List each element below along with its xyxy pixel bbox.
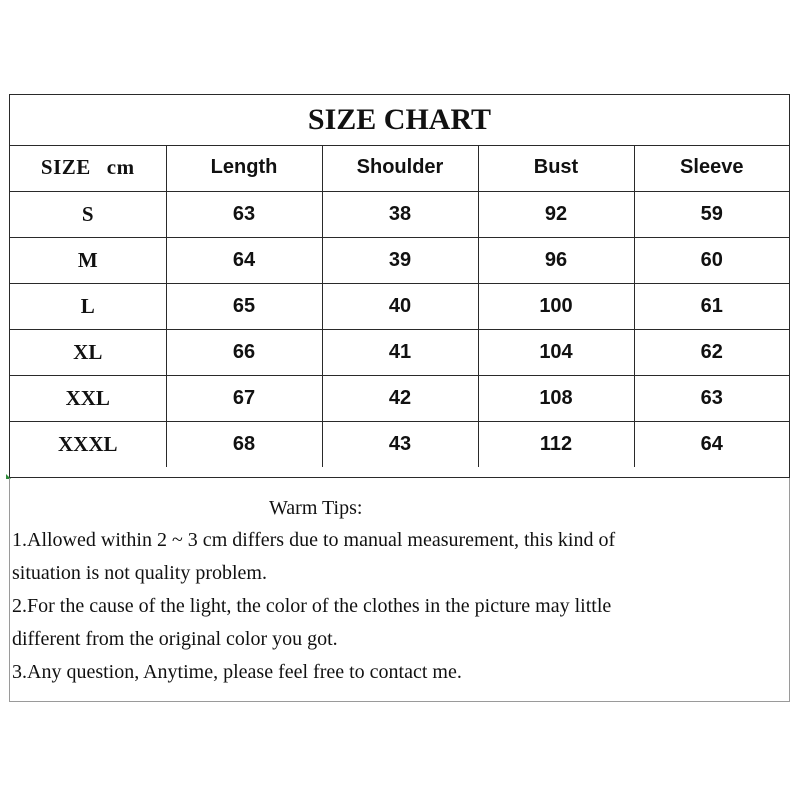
table-row (10, 237, 789, 283)
shoulder-cell: 43 (322, 421, 478, 467)
bust-cell: 108 (478, 375, 634, 421)
sleeve-cell: 64 (700, 432, 723, 455)
header-row (10, 145, 789, 191)
header-shoulder: Shoulder (322, 145, 478, 191)
header-bust: Bust (478, 145, 634, 191)
tip-line: 2.For the cause of the light, the color of the clothes in the picture may little (12, 595, 612, 617)
size-cell: L (10, 283, 166, 329)
size-table (10, 145, 789, 467)
length-cell: 68 (166, 421, 322, 467)
header-size (10, 145, 166, 191)
bust-cell: 112 (478, 421, 634, 467)
warm-tips-section (9, 478, 790, 702)
header-length: Length (166, 145, 322, 191)
sleeve-cell: 63 (634, 375, 789, 421)
bust-cell: 104 (478, 329, 634, 375)
sleeve-cell: 59 (634, 191, 789, 237)
table-row (10, 421, 789, 467)
size-cell: XXXL (10, 421, 166, 467)
tip-line: 1.Allowed within 2 ~ 3 cm differs due to manual measurement, this kind of (12, 529, 616, 551)
bust-cell: 100 (478, 283, 634, 329)
length-cell: 66 (166, 329, 322, 375)
warm-tips-heading: Warm Tips: (269, 497, 363, 519)
header-sleeve: Sleeve (634, 145, 789, 191)
size-chart-table (9, 94, 790, 478)
tip-line: different from the original color you got. (12, 628, 338, 650)
length-cell: 63 (166, 191, 322, 237)
length-cell: 67 (166, 375, 322, 421)
length-cell: 64 (166, 237, 322, 283)
bust-cell: 96 (478, 237, 634, 283)
tip-line: 3.Any question, Anytime, please feel free to contact me. (12, 661, 462, 683)
header-size-label: SIZE (40, 155, 91, 180)
chart-title: SIZE CHART (10, 95, 789, 146)
size-cell: XL (10, 329, 166, 375)
length-cell: 65 (166, 283, 322, 329)
sleeve-cell: 60 (634, 237, 789, 283)
tip-line: situation is not quality problem. (12, 562, 267, 584)
header-unit-label: cm (106, 155, 135, 180)
shoulder-cell: 39 (322, 237, 478, 283)
table-row (10, 191, 789, 237)
sleeve-cell: 62 (634, 329, 789, 375)
shoulder-cell: 40 (322, 283, 478, 329)
shoulder-cell: 41 (322, 329, 478, 375)
table-row (10, 283, 789, 329)
size-cell: M (10, 237, 166, 283)
shoulder-cell: 42 (322, 375, 478, 421)
size-cell: XXL (10, 375, 166, 421)
table-row (10, 329, 789, 375)
size-cell: S (10, 191, 166, 237)
shoulder-cell: 38 (322, 191, 478, 237)
sleeve-cell: 61 (634, 283, 789, 329)
bust-cell: 92 (478, 191, 634, 237)
table-row (10, 375, 789, 421)
